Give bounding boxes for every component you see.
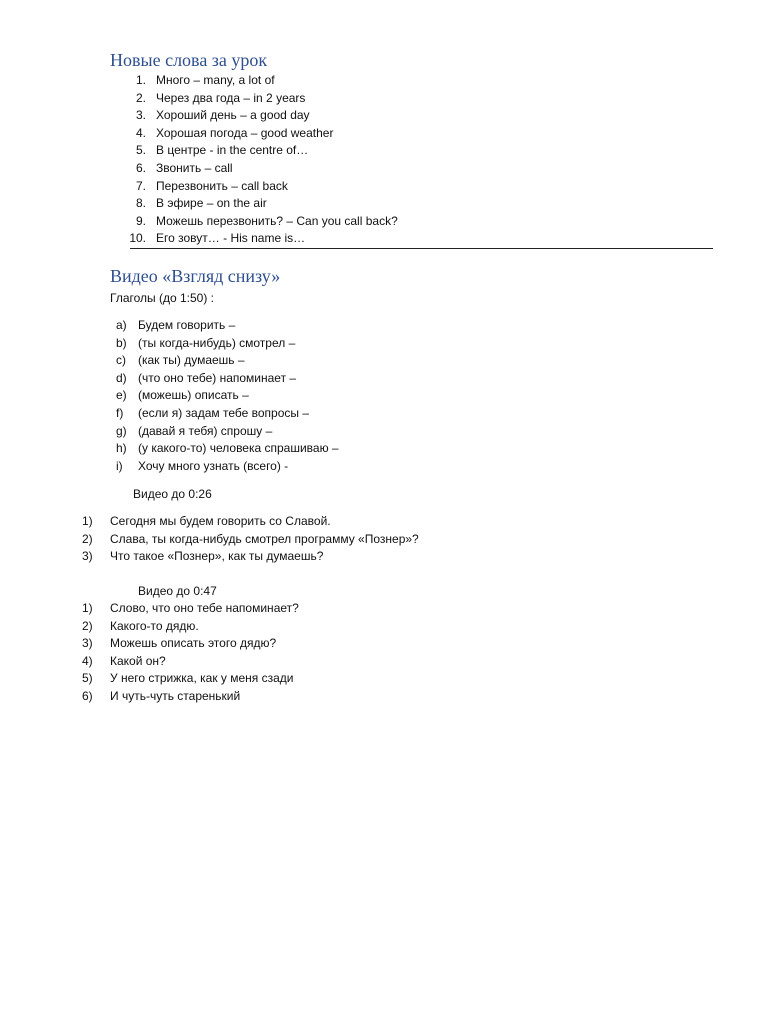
list-item-number: 3)	[82, 549, 93, 564]
list-item-text: (можешь) описать –	[138, 388, 249, 403]
list-item-text: (ты когда-нибудь) смотрел –	[138, 335, 296, 350]
list-item-number: b)	[116, 335, 127, 350]
heading-new-words: Новые слова за урок	[110, 50, 268, 70]
list-item-number: 1)	[82, 514, 93, 528]
list-item-number: 10.	[129, 231, 146, 246]
list-item	[128, 125, 398, 143]
list-item-text: (если я) задам тебе вопросы –	[138, 405, 310, 420]
list-item	[116, 405, 339, 423]
list-item-text: Можешь перезвонить? – Can you call back?	[156, 213, 398, 228]
list-item	[116, 335, 339, 353]
list-item	[116, 440, 339, 458]
list-item	[82, 653, 299, 671]
list-item-text: (что оно тебе) напоминает –	[138, 370, 297, 385]
list-item-text: Много – many, a lot of	[156, 73, 275, 87]
list-item	[128, 72, 398, 90]
list-item-number: f)	[116, 405, 124, 420]
list-item-number: 4.	[135, 125, 146, 140]
list-item	[82, 688, 299, 706]
list-item-number: 1.	[135, 73, 146, 87]
list-item-number: 6)	[82, 688, 93, 703]
list-item	[128, 230, 398, 248]
list-item-number: 2.	[135, 90, 146, 105]
list-item-text: Слово, что оно тебе напоминает?	[110, 601, 299, 615]
list-item-number: 1)	[82, 601, 93, 615]
list-item-text: Через два года – in 2 years	[156, 90, 306, 105]
list-item-number: 9.	[135, 213, 146, 228]
video-part1-label: Видео до 0:26	[133, 487, 212, 501]
list-item-number: 2)	[82, 618, 93, 633]
list-item-text: Звонить – call	[156, 160, 233, 175]
list-item	[82, 548, 419, 566]
list-item	[128, 195, 398, 213]
list-item-number: c)	[116, 353, 126, 368]
list-item-text: (у какого-то) человека спрашиваю –	[138, 441, 339, 456]
list-item-text: (давай я тебя) спрошу –	[138, 423, 273, 438]
verbs-label: Глаголы (до 1:50) :	[110, 291, 215, 305]
list-item	[128, 142, 398, 160]
list-item	[116, 317, 339, 335]
video-part1-list	[82, 513, 419, 566]
list-item-text: В эфире – on the air	[156, 196, 267, 211]
list-item-text: Сегодня мы будем говорить со Славой.	[110, 514, 331, 528]
list-item-text: (как ты) думаешь –	[138, 353, 245, 368]
list-item-text: Какого-то дядю.	[110, 618, 199, 633]
new-words-list	[128, 72, 398, 248]
section-divider	[130, 248, 713, 249]
list-item	[82, 670, 299, 688]
list-item-number: 7.	[135, 178, 146, 193]
list-item	[128, 90, 398, 108]
list-item-text: В центре - in the centre of…	[156, 143, 309, 158]
list-item	[82, 635, 299, 653]
list-item	[116, 370, 339, 388]
list-item	[116, 387, 339, 405]
list-item-text: Будем говорить –	[138, 318, 236, 332]
list-item-number: 2)	[82, 531, 93, 546]
list-item	[116, 352, 339, 370]
list-item-number: 3.	[135, 108, 146, 123]
list-item	[116, 458, 339, 476]
list-item	[128, 213, 398, 231]
list-item-text: У него стрижка, как у меня сзади	[110, 671, 294, 686]
heading-video: Видео «Взгляд снизу»	[110, 266, 281, 286]
list-item-text: Можешь описать этого дядю?	[110, 636, 277, 651]
list-item-text: Слава, ты когда-нибудь смотрел программу «Познер»?	[110, 531, 419, 546]
list-item	[82, 618, 299, 636]
list-item	[82, 600, 299, 618]
list-item-text: Что такое «Познер», как ты думаешь?	[110, 549, 324, 564]
video-part2-list	[82, 600, 299, 706]
list-item-number: 8.	[135, 196, 146, 211]
list-item	[128, 107, 398, 125]
list-item-number: 6.	[135, 160, 146, 175]
list-item-number: g)	[116, 423, 127, 438]
list-item-number: 5.	[135, 143, 146, 158]
list-item-text: Хочу много узнать (всего) -	[138, 458, 289, 473]
list-item	[128, 160, 398, 178]
list-item-text: Хороший день – a good day	[156, 108, 310, 123]
video-part2-label: Видео до 0:47	[138, 584, 217, 598]
list-item	[128, 178, 398, 196]
list-item-number: 5)	[82, 671, 93, 686]
list-item	[116, 423, 339, 441]
list-item-number: h)	[116, 441, 127, 456]
list-item	[82, 513, 419, 531]
list-item-text: Какой он?	[110, 653, 166, 668]
list-item-number: d)	[116, 370, 127, 385]
list-item-text: Его зовут… - His name is…	[156, 231, 306, 246]
list-item-number: i)	[116, 458, 123, 473]
list-item-number: e)	[116, 388, 127, 403]
list-item-number: a)	[116, 318, 127, 332]
list-item	[82, 531, 419, 549]
list-item-number: 3)	[82, 636, 93, 651]
list-item-text: И чуть-чуть старенький	[110, 688, 241, 703]
list-item-number: 4)	[82, 653, 93, 668]
verbs-list	[116, 317, 339, 475]
list-item-text: Хорошая погода – good weather	[156, 125, 334, 140]
list-item-text: Перезвонить – call back	[156, 178, 288, 193]
